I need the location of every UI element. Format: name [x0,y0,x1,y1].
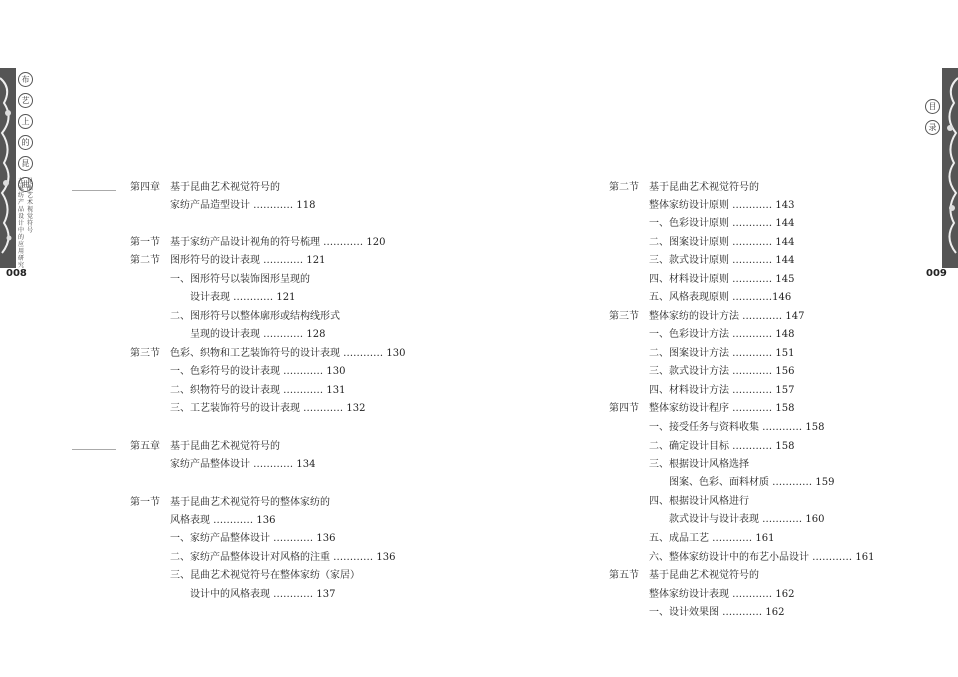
toc-entry[interactable] [170,402,365,416]
toc-entry[interactable] [170,569,360,583]
toc-entry-text: 图案、色彩、面料材质 ………… 159 [649,477,835,488]
toc-entry[interactable] [649,217,794,231]
toc-entry[interactable] [130,181,280,195]
toc-entry[interactable] [170,551,395,565]
toc-entry-text: 六、整体家纺设计中的布艺小品设计 ………… 161 [649,552,875,563]
toc-entry-text: 一、设计效果图 ………… 162 [649,607,785,618]
toc-entry[interactable] [649,513,824,527]
toc-entry-text: 二、家纺产品整体设计对风格的注重 ………… 136 [170,552,396,563]
toc-entry-text: 整体家纺设计程序 ………… 158 [649,403,795,414]
title-char-circle: 上 [18,114,33,129]
toc-entry-label: 第五章 [130,441,160,452]
toc-entry[interactable] [170,273,310,287]
toc-entry[interactable] [649,606,784,620]
toc-entry[interactable] [130,254,325,268]
toc-entry[interactable] [649,236,794,250]
toc-entry-text: 二、图案设计方法 ………… 151 [649,348,795,359]
toc-entry-label: 第二节 [609,182,639,193]
toc-entry[interactable] [609,181,759,195]
right-ornament-strip [942,68,958,268]
toc-entry[interactable] [649,421,824,435]
toc-entry[interactable] [649,328,794,342]
toc-entry-text: 呈现的设计表现 ………… 128 [170,329,326,340]
toc-entry-text: 一、色彩设计方法 ………… 148 [649,329,795,340]
toc-entry[interactable] [170,310,340,324]
toc-entry-text: 基于家纺产品设计视角的符号梳理 ………… 120 [170,237,386,248]
toc-entry-text: 三、款式设计方法 ………… 156 [649,366,795,377]
book-subtitle-line-1: 昆曲艺术视觉符号 [27,178,34,234]
toc-entry[interactable] [170,199,315,213]
toc-entry-text: 一、色彩符号的设计表现 ………… 130 [170,366,346,377]
toc-entry-label: 第一节 [130,497,160,508]
toc-entry-text: 设计中的风格表现 ………… 137 [170,589,336,600]
toc-entry-text: 家纺产品造型设计 ………… 118 [170,200,316,211]
book-subtitle-line-2: 在家纺产品设计中的应用研究 [18,178,25,269]
toc-entry[interactable] [130,440,280,454]
toc-entry-text: 整体家纺设计原则 ………… 143 [649,200,795,211]
toc-entry-text: 四、材料设计方法 ………… 157 [649,385,795,396]
right-page-number: 009 [926,268,947,279]
toc-entry-text: 风格表现 ………… 136 [170,515,276,526]
toc-entry[interactable] [649,495,749,509]
title-char-circle: 录 [925,120,940,135]
toc-entry-label: 第四章 [130,182,160,193]
toc-entry[interactable] [170,514,275,528]
toc-entry-text: 二、图形符号以整体廓形或结构线形式 [170,311,340,322]
toc-entry-text: 三、工艺装饰符号的设计表现 ………… 132 [170,403,366,414]
toc-entry[interactable] [649,254,794,268]
toc-entry[interactable] [649,532,774,546]
toc-entry-text: 四、材料设计原则 ………… 145 [649,274,795,285]
toc-entry-text: 一、接受任务与资料收集 ………… 158 [649,422,825,433]
toc-entry[interactable] [649,273,794,287]
toc-entry-text: 款式设计与设计表现 ………… 160 [649,514,825,525]
title-char-circle: 艺 [18,93,33,108]
toc-entry-text: 三、款式设计原则 ………… 144 [649,255,795,266]
toc-entry[interactable] [170,384,345,398]
toc-entry[interactable] [649,458,749,472]
title-char-circle: 目 [925,99,940,114]
toc-entry[interactable] [130,347,405,361]
toc-entry[interactable] [649,476,834,490]
toc-entry-text: 三、根据设计风格选择 [649,459,749,470]
toc-entry-text: 色彩、织物和工艺装饰符号的设计表现 ………… 130 [170,348,406,359]
toc-entry-label: 第三节 [130,348,160,359]
toc-entry-text: 基于昆曲艺术视觉符号的 [170,182,280,193]
title-char-circle: 的 [18,135,33,150]
toc-entry-text: 整体家纺设计表现 ………… 162 [649,589,795,600]
toc-entry[interactable] [649,347,794,361]
toc-entry[interactable] [170,291,295,305]
toc-entry-text: 一、色彩设计原则 ………… 144 [649,218,795,229]
title-char-circle: 昆 [18,156,33,171]
toc-entry-text: 三、昆曲艺术视觉符号在整体家纺（家居） [170,570,360,581]
chapter-rule [72,449,116,450]
toc-entry[interactable] [170,365,345,379]
toc-entry-text: 五、成品工艺 ………… 161 [649,533,775,544]
toc-entry-text: 二、确定设计目标 ………… 158 [649,441,795,452]
left-page-number: 008 [6,268,27,279]
toc-entry-label: 第四节 [609,403,639,414]
toc-entry[interactable] [649,365,794,379]
toc-entry[interactable] [170,458,315,472]
toc-entry-text: 一、家纺产品整体设计 ………… 136 [170,533,336,544]
toc-entry[interactable] [609,310,804,324]
toc-entry[interactable] [649,199,794,213]
toc-entry[interactable] [130,236,385,250]
toc-entry[interactable] [649,384,794,398]
toc-entry-text: 基于昆曲艺术视觉符号的整体家纺的 [170,497,330,508]
toc-entry-text: 基于昆曲艺术视觉符号的 [170,441,280,452]
chapter-rule [72,190,116,191]
toc-entry-label: 第三节 [609,311,639,322]
toc-entry[interactable] [170,328,325,342]
title-char-circle: 布 [18,72,33,87]
toc-entry[interactable] [130,496,330,510]
toc-entry-text: 整体家纺的设计方法 ………… 147 [649,311,805,322]
toc-entry-text: 基于昆曲艺术视觉符号的 [649,570,759,581]
toc-entry-text: 一、图形符号以装饰图形呈现的 [170,274,310,285]
toc-entry[interactable] [170,532,335,546]
toc-entry-text: 家纺产品整体设计 ………… 134 [170,459,316,470]
toc-entry-text: 二、图案设计原则 ………… 144 [649,237,795,248]
title-char-circle: 曲 [18,177,33,192]
toc-entry-text: 五、风格表现原则 …………146 [649,292,792,303]
toc-entry-text: 四、根据设计风格进行 [649,496,749,507]
left-ornament-strip [0,68,16,268]
toc-entry-label: 第二节 [130,255,160,266]
toc-entry[interactable] [649,551,874,565]
toc-entry[interactable] [609,402,794,416]
toc-entry[interactable] [609,569,759,583]
toc-entry-label: 第五节 [609,570,639,581]
toc-entry-label: 第一节 [130,237,160,248]
toc-entry[interactable] [649,588,794,602]
toc-entry[interactable] [170,588,335,602]
toc-entry-text: 图形符号的设计表现 ………… 121 [170,255,326,266]
toc-entry-text: 基于昆曲艺术视觉符号的 [649,182,759,193]
toc-entry-text: 设计表现 ………… 121 [170,292,296,303]
toc-entry[interactable] [649,440,794,454]
toc-entry-text: 二、织物符号的设计表现 ………… 131 [170,385,346,396]
toc-entry[interactable] [649,291,791,305]
